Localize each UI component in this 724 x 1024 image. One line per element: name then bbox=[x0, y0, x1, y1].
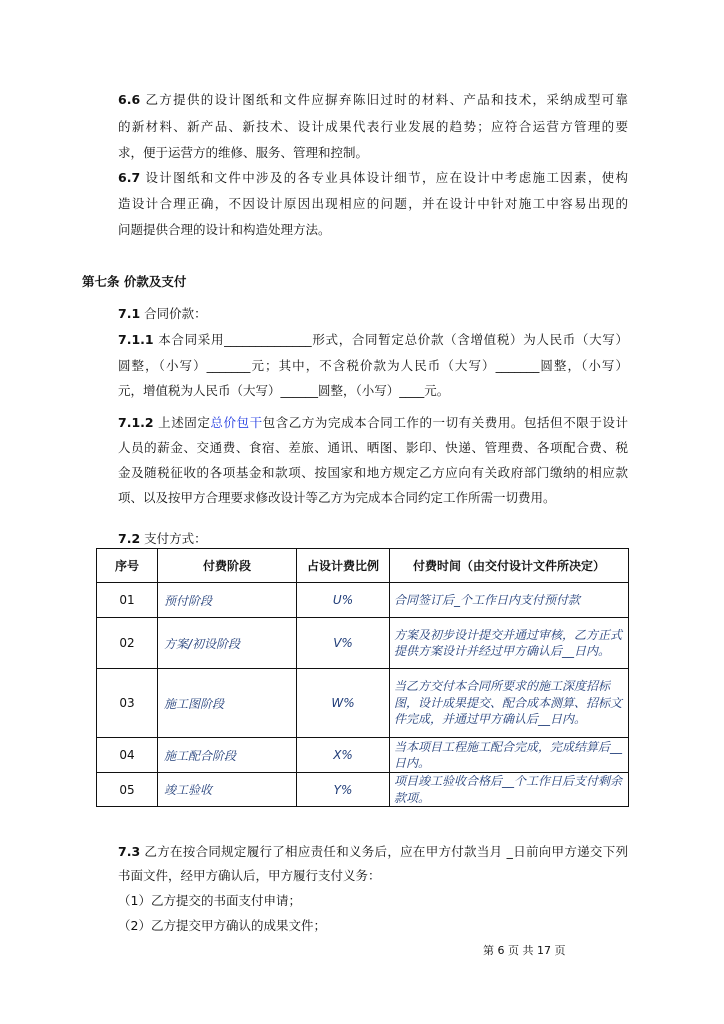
cell-ratio: U% bbox=[297, 583, 390, 618]
text-line: 金及随税征收的各项基金和款项、按国家和地方规定乙方应向有关政府部门缴纳的相应款 bbox=[118, 465, 628, 480]
text-line: 书面文件，经甲方确认后，甲方履行支付义务： bbox=[118, 868, 381, 883]
clause-text: 支付方式： bbox=[144, 531, 207, 546]
table-row bbox=[97, 618, 629, 669]
table-row bbox=[97, 583, 629, 618]
cell-no: 02 bbox=[97, 618, 158, 669]
clause-7-2 bbox=[118, 530, 628, 548]
cell-ratio: V% bbox=[297, 618, 390, 669]
text-line: 圆整，（小写）_______元；其中，不含税价款为人民币（大写）_______圆整，（小写） bbox=[118, 358, 628, 373]
cell-time: 合同签订后_个工作日内支付预付款 bbox=[390, 583, 629, 618]
text-line: 乙方在按合同规定履行了相应责任和义务后，应在甲方付款当月 _日前向甲方递交下列 bbox=[144, 844, 628, 859]
text-line: 的新材料、新产品、新技术、设计成果代表行业发展的趋势；应符合运营方管理的要 bbox=[118, 119, 628, 134]
clause-number: 7.1.2 bbox=[118, 415, 154, 430]
cell-no: 01 bbox=[97, 583, 158, 618]
cell-no: 03 bbox=[97, 669, 158, 738]
cell-time: 当乙方交付本合同所要求的施工深度招标图，设计成果提交、配合成本测算、招标文件完成，并通过甲方确认后__日内。 bbox=[390, 669, 629, 738]
table-row bbox=[97, 669, 629, 738]
list-item: （1）乙方提交的书面支付申请； bbox=[118, 893, 301, 908]
cell-time: 方案及初步设计提交并通过审核，乙方正式提供方案设计并经过甲方确认后__日内。 bbox=[390, 618, 629, 669]
cell-stage: 预付阶段 bbox=[158, 583, 297, 618]
header-no: 序号 bbox=[97, 549, 158, 583]
article-heading: 第七条 价款及支付 bbox=[82, 274, 187, 289]
clause-number: 6.7 bbox=[118, 170, 141, 185]
cell-ratio: X% bbox=[297, 738, 390, 773]
text-line: 元，增值税为人民币（大写）______圆整，（小写）____元。 bbox=[118, 383, 450, 398]
clause-number: 7.3 bbox=[118, 844, 141, 859]
header-ratio: 占设计费比例 bbox=[297, 549, 390, 583]
text-segment: 包含乙方为完成本合同工作的一切有关费用。包括但不限于设计 bbox=[262, 415, 628, 430]
lump-sum-link[interactable]: 总价包干 bbox=[210, 415, 263, 430]
clause-number: 7.1.1 bbox=[118, 332, 154, 347]
cell-ratio: Y% bbox=[297, 773, 390, 807]
text-segment: 上述固定 bbox=[158, 415, 211, 430]
clause-number: 7.2 bbox=[118, 531, 141, 546]
cell-time: 项目竣工验收合格后__个工作日后支付剩余款项。 bbox=[390, 773, 629, 807]
cell-stage: 施工图阶段 bbox=[158, 669, 297, 738]
cell-stage: 方案/初设阶段 bbox=[158, 618, 297, 669]
text-line: 本合同采用______________形式，合同暂定总价款（含增值税）为人民币（大写） bbox=[158, 332, 628, 347]
text-line: 设计图纸和文件中涉及的各专业具体设计细节，应在设计中考虑施工因素，使构 bbox=[145, 170, 628, 185]
table-row bbox=[97, 773, 629, 807]
header-time: 付费时间（由交付设计文件所决定） bbox=[390, 549, 629, 583]
page-number: 第 6 页 共 17 页 bbox=[483, 944, 566, 957]
table-row bbox=[97, 738, 629, 773]
clause-number: 6.6 bbox=[118, 92, 141, 107]
header-stage: 付费阶段 bbox=[158, 549, 297, 583]
text-line: 问题提供合理的设计和构造处理方法。 bbox=[118, 222, 331, 237]
list-item: （2）乙方提交甲方确认的成果文件； bbox=[118, 918, 326, 933]
text-line: 造设计合理正确，不因设计原因出现相应的问题，并在设计中针对施工中容易出现的 bbox=[118, 196, 628, 211]
cell-no: 05 bbox=[97, 773, 158, 807]
payment-table bbox=[96, 548, 629, 807]
table-header-row bbox=[97, 549, 629, 583]
clause-number: 7.1 bbox=[118, 306, 141, 321]
cell-no: 04 bbox=[97, 738, 158, 773]
cell-stage: 施工配合阶段 bbox=[158, 738, 297, 773]
text-line: 项、以及按甲方合理要求修改设计等乙方为完成本合同约定工作所需一切费用。 bbox=[118, 490, 556, 505]
text-line: 人员的薪金、交通费、食宿、差旅、通讯、晒图、影印、快递、管理费、各项配合费、税 bbox=[118, 440, 628, 455]
text-line: 乙方提供的设计图纸和文件应摒弃陈旧过时的材料、产品和技术，采纳成型可靠 bbox=[145, 92, 628, 107]
cell-time: 当本项目工程施工配合完成，完成结算后__日内。 bbox=[390, 738, 629, 773]
text-line: 求，便于运营方的维修、服务、管理和控制。 bbox=[118, 145, 369, 160]
cell-stage: 竣工验收 bbox=[158, 773, 297, 807]
cell-ratio: W% bbox=[297, 669, 390, 738]
clause-text: 合同价款： bbox=[144, 306, 207, 321]
clause-7-1 bbox=[118, 305, 628, 323]
